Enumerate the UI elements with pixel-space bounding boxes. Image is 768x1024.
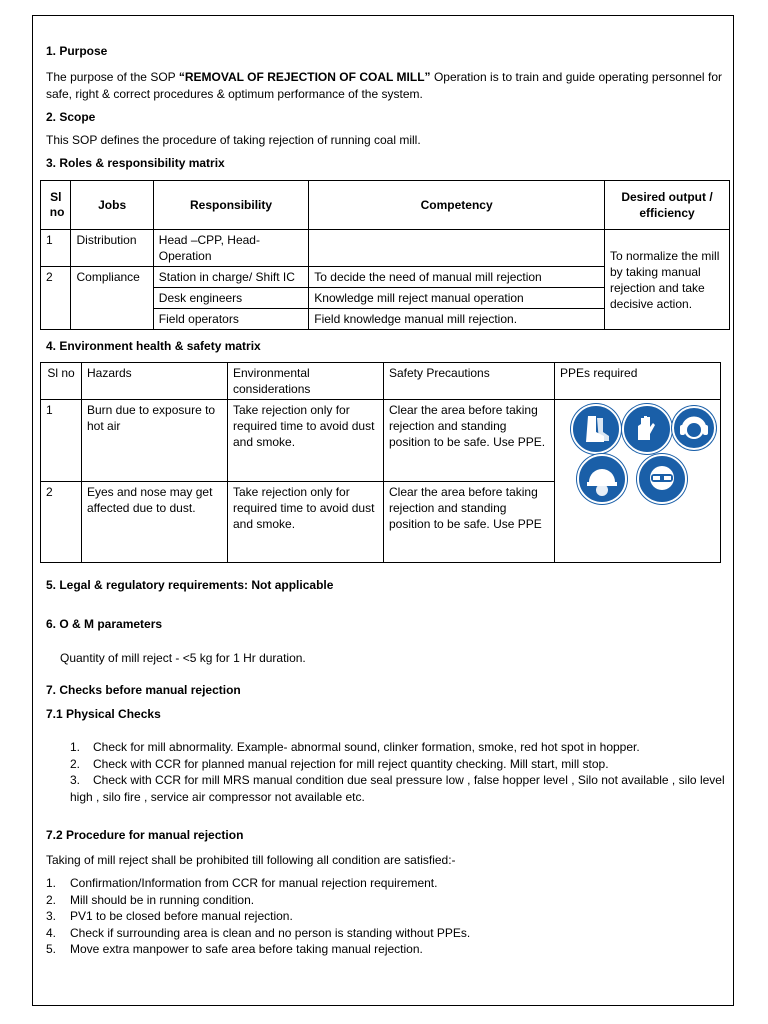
purpose-text-pre: The purpose of the SOP (46, 70, 179, 84)
ehs-header-safety: Safety Precautions (384, 363, 555, 400)
ehs-env: Take rejection only for required time to avoid dust and smoke. (228, 481, 384, 563)
ehs-env: Take rejection only for required time to avoid dust and smoke. (228, 400, 384, 482)
list-item: 4. Check if surrounding area is clean and no person is standing without PPEs. (46, 925, 471, 940)
purpose-text-post: Operation is to train and guide operating personnel for safe, right & correct procedures & optimum performance of the system. (46, 70, 722, 101)
ehs-safety: Clear the area before taking rejection and standing position to be safe. Use PPE. (384, 400, 555, 482)
list-item: 1. Confirmation/Information from CCR for manual rejection requirement. (46, 876, 438, 890)
roles-competency: Field knowledge manual mill rejection. (309, 309, 605, 330)
ear-protection-icon (672, 406, 716, 450)
ehs-header-ppe: PPEs required (555, 363, 721, 400)
list-item: 3. Check with CCR for mill MRS manual condition due seal pressure low , false hopper level , Silo not available , silo level high , silo fire , service air compressor not available etc. (70, 773, 725, 804)
roles-desired-output: To normalize the mill by taking manual rejection and take decisive action. (604, 230, 729, 330)
ehs-sl: 1 (41, 400, 82, 482)
document-page (32, 15, 734, 1006)
checks-heading: 7. Checks before manual rejection (46, 683, 241, 697)
safety-boots-icon (571, 404, 621, 454)
roles-sl: 2 (41, 267, 71, 330)
table-row (41, 230, 730, 267)
roles-table (40, 180, 730, 330)
om-heading: 6. O & M parameters (46, 617, 163, 631)
list-item: 1. Check for mill abnormality. Example- abnormal sound, clinker formation, smoke, red hot spot in hopper. (70, 740, 640, 754)
roles-header-competency: Competency (309, 181, 605, 230)
roles-responsibility: Station in charge/ Shift IC (153, 267, 308, 288)
ehs-hazard: Burn due to exposure to hot air (82, 400, 228, 482)
physical-checks-list (70, 739, 725, 805)
procedure-intro: Taking of mill reject shall be prohibited till following all condition are satisfied:- (46, 853, 456, 867)
ehs-header-environmental: Environmental considerations (228, 363, 384, 400)
roles-header-jobs: Jobs (71, 181, 153, 230)
safety-goggles-icon (637, 454, 687, 504)
ehs-header-slno: Sl no (41, 363, 82, 400)
ehs-sl: 2 (41, 481, 82, 563)
ehs-hazard: Eyes and nose may get affected due to dust. (82, 481, 228, 563)
ehs-safety: Clear the area before taking rejection and standing position to be safe. Use PPE (384, 481, 555, 563)
om-text: Quantity of mill reject - <5 kg for 1 Hr duration. (60, 651, 306, 665)
roles-job: Compliance (71, 267, 153, 330)
roles-header-output: Desired output / efficiency (604, 181, 729, 230)
procedure-steps-list (46, 875, 726, 958)
procedure-heading: 7.2 Procedure for manual rejection (46, 828, 244, 842)
roles-competency: To decide the need of manual mill rejection (309, 267, 605, 288)
roles-job: Distribution (71, 230, 153, 267)
physical-checks-heading: 7.1 Physical Checks (46, 707, 161, 721)
sop-name: “REMOVAL OF REJECTION OF COAL MILL” (178, 70, 431, 84)
ppe-cell (555, 400, 721, 563)
roles-competency: Knowledge mill reject manual operation (309, 288, 605, 309)
safety-helmet-icon (577, 454, 627, 504)
list-item: 2. Mill should be in running condition. (46, 892, 255, 907)
roles-heading: 3. Roles & responsibility matrix (46, 156, 225, 170)
roles-header-responsibility: Responsibility (153, 181, 308, 230)
roles-responsibility: Desk engineers (153, 288, 308, 309)
scope-text: This SOP defines the procedure of taking rejection of running coal mill. (46, 133, 421, 147)
scope-heading: 2. Scope (46, 110, 96, 124)
roles-header-slno: Sl no (41, 181, 71, 230)
roles-responsibility: Head –CPP, Head-Operation (153, 230, 308, 267)
purpose-text (46, 69, 722, 103)
ehs-header-hazards: Hazards (82, 363, 228, 400)
safety-gloves-icon (622, 404, 672, 454)
list-item: 5. Move extra manpower to safe area before taking manual rejection. (46, 942, 423, 956)
roles-responsibility: Field operators (153, 309, 308, 330)
list-item: 2. Check with CCR for planned manual rejection for mill reject quantity checking. Mill start, mill stop. (70, 756, 609, 771)
roles-sl: 1 (41, 230, 71, 267)
legal-heading: 5. Legal & regulatory requirements: Not applicable (46, 578, 334, 592)
purpose-heading: 1. Purpose (46, 44, 108, 58)
list-item: 3. PV1 to be closed before manual rejection. (46, 909, 293, 923)
table-row (41, 400, 721, 482)
ehs-heading: 4. Environment health & safety matrix (46, 339, 261, 353)
roles-competency (309, 230, 605, 267)
ehs-table (40, 362, 721, 563)
